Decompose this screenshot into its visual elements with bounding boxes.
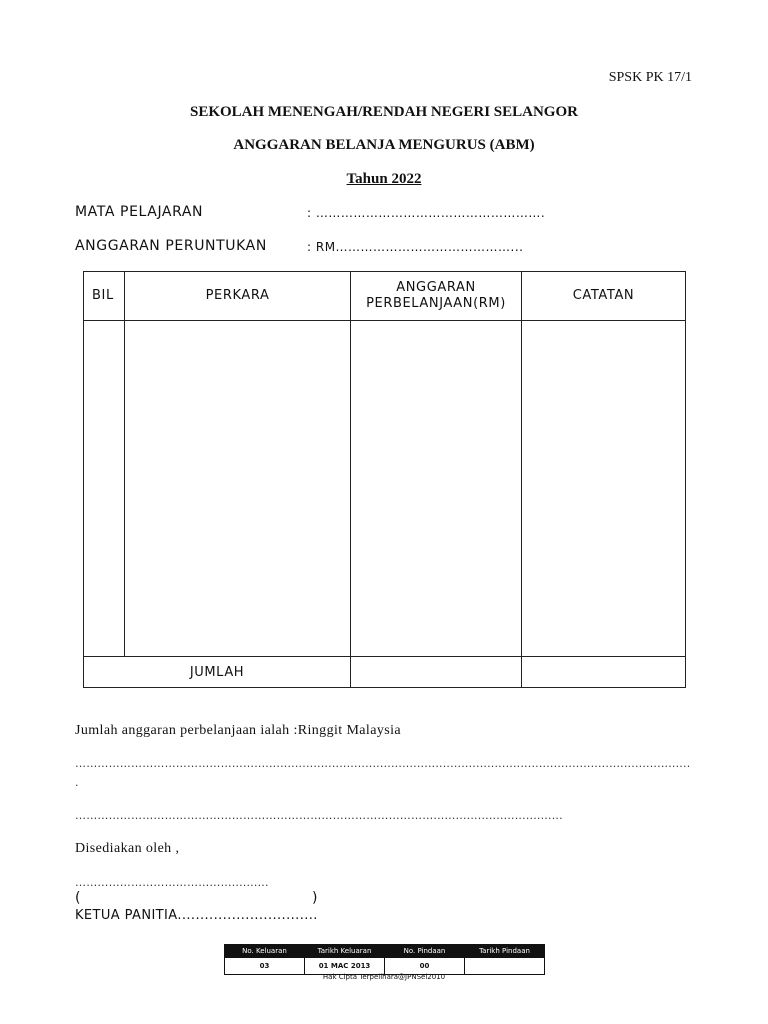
subject-field[interactable]: : ………………………………………………. (307, 206, 546, 220)
revision-header-row (225, 945, 545, 958)
revision-value-row (225, 958, 545, 975)
school-title: SEKOLAH MENENGAH/RENDAH NEGERI SELANGOR (190, 104, 578, 120)
revision-no-pindaan: 00 (385, 958, 465, 975)
table-row (84, 321, 686, 657)
revision-header-no-keluaran: No. Keluaran (225, 945, 305, 958)
allocation-label: ANGGARAN PERUNTUKAN (75, 238, 267, 254)
budget-table (83, 271, 686, 688)
cell-catatan[interactable] (522, 321, 686, 657)
signature-line[interactable]: …………………………………............. (75, 876, 269, 889)
revision-no-keluaran: 03 (225, 958, 305, 975)
column-header-bil: BIL (84, 272, 125, 321)
revision-header-tarikh-keluaran: Tarikh Keluaran (305, 945, 385, 958)
position-label: KETUA PANITIA............................... (75, 908, 318, 923)
amount-dots-line-2[interactable]: ……………………………………………………………………………………................................... (75, 809, 563, 822)
total-catatan-cell[interactable] (522, 657, 686, 688)
name-open-paren: ( (75, 890, 81, 906)
column-header-anggaran-line2: PERBELANJAAN(RM) (366, 296, 506, 311)
cell-anggaran[interactable] (351, 321, 522, 657)
revision-header-tarikh-pindaan: Tarikh Pindaan (465, 945, 545, 958)
revision-tarikh-keluaran: 01 MAC 2013 (305, 958, 385, 975)
column-header-anggaran-line1: ANGGARAN (396, 280, 476, 295)
prepared-by-label: Disediakan oleh , (75, 841, 180, 856)
revision-table (224, 944, 545, 975)
amount-dots-line-1b: . (75, 776, 79, 789)
year-wrapper (0, 171, 768, 188)
total-label: JUMLAH (84, 657, 351, 688)
copyright-notice: Hak Cipta Terpelihara@JPNSel2010 (322, 973, 446, 981)
column-header-catatan: CATATAN (522, 272, 686, 321)
form-title: ANGGARAN BELANJA MENGURUS (ABM) (233, 137, 535, 153)
total-row (84, 657, 686, 688)
revision-tarikh-pindaan (465, 958, 545, 975)
column-header-anggaran (351, 272, 522, 321)
amount-text: Jumlah anggaran perbelanjaan ialah :Ringgit Malaysia (75, 723, 401, 738)
document-code: SPSK PK 17/1 (608, 70, 692, 85)
column-header-perkara: PERKARA (125, 272, 351, 321)
subject-label: MATA PELAJARAN (75, 204, 204, 220)
year-title: Tahun 2022 (346, 171, 422, 187)
table-header-row (84, 272, 686, 321)
allocation-field[interactable]: : RM……………………………………... (307, 240, 524, 254)
total-anggaran-cell[interactable] (351, 657, 522, 688)
revision-header-no-pindaan: No. Pindaan (385, 945, 465, 958)
amount-dots-line-1[interactable]: …………………………………………...................................................................................................................... (75, 757, 691, 770)
name-close-paren: ) (312, 890, 318, 906)
cell-bil[interactable] (84, 321, 125, 657)
cell-perkara[interactable] (125, 321, 351, 657)
